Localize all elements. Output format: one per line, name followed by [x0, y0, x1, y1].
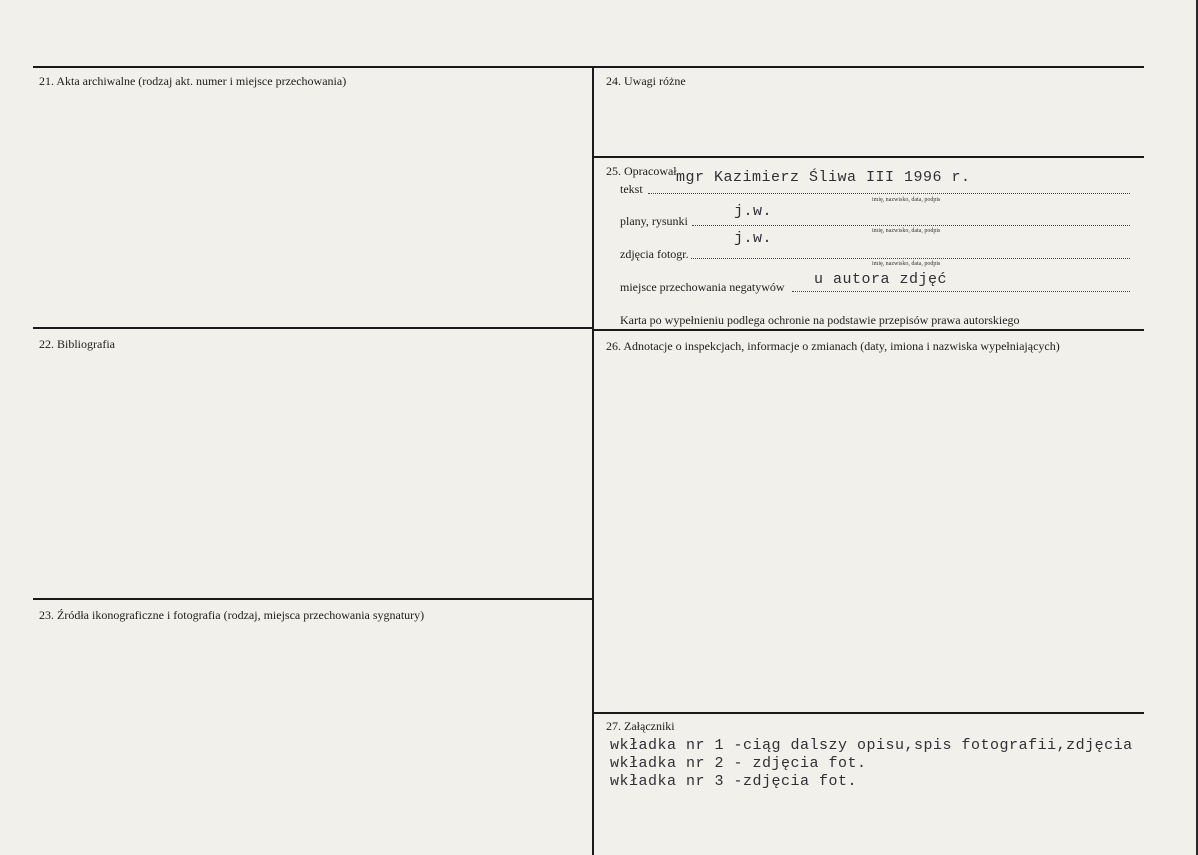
tekst-line [648, 193, 1130, 194]
top-rule [33, 66, 1144, 68]
rule-26-27 [594, 712, 1144, 714]
attachment-line-2: wkładka nr 2 - zdjęcia fot. [610, 755, 867, 772]
rule-22-23 [33, 598, 593, 600]
rule-25-26 [594, 329, 1144, 331]
negatywy-value: u autora zdjęć [814, 271, 948, 288]
section-23-label: 23. Źródła ikonograficzne i fotografia (rodzaj, miejsca przechowania sygnatury) [39, 608, 425, 622]
zdjecia-hint: imię, nazwisko, data, podpis [872, 261, 941, 267]
section-25-label: 25. Opracował [606, 164, 677, 178]
zdjecia-label: zdjęcia fotogr. [620, 247, 689, 261]
section-21-label: 21. Akta archiwalne (rodzaj akt. numer i miejsce przechowania) [39, 74, 347, 88]
section-27-label: 27. Załączniki [606, 719, 675, 733]
rule-24-25 [594, 156, 1144, 158]
zdjecia-line [691, 258, 1130, 259]
tekst-label: tekst [620, 182, 643, 196]
copyright-notice: Karta po wypełnieniu podlega ochronie na podstawie przepisów prawa autorskiego [620, 313, 1020, 327]
center-divider [592, 66, 594, 855]
zdjecia-value: j.w. [734, 230, 773, 247]
negatywy-label: miejsce przechowania negatywów [620, 280, 785, 294]
plany-hint: imię, nazwisko, data, podpis [872, 228, 941, 234]
plany-label: plany, rysunki [620, 214, 688, 228]
plany-line [692, 225, 1130, 226]
section-24-label: 24. Uwagi różne [606, 74, 686, 88]
section-22-label: 22. Bibliografia [39, 337, 115, 351]
negatywy-line [792, 291, 1130, 292]
plany-value: j.w. [734, 203, 773, 220]
attachment-line-1: wkładka nr 1 -ciąg dalszy opisu,spis fotografii,zdjęcia [610, 737, 1133, 754]
tekst-hint: imię, nazwisko, data, podpis [872, 197, 941, 203]
rule-21-22 [33, 327, 593, 329]
section-26-label: 26. Adnotacje o inspekcjach, informacje o zmianach (daty, imiona i nazwiska wypełniających) [606, 339, 1060, 353]
tekst-value: mgr Kazimierz Śliwa III 1996 r. [676, 169, 971, 186]
attachment-line-3: wkładka nr 3 -zdjęcia fot. [610, 773, 858, 790]
